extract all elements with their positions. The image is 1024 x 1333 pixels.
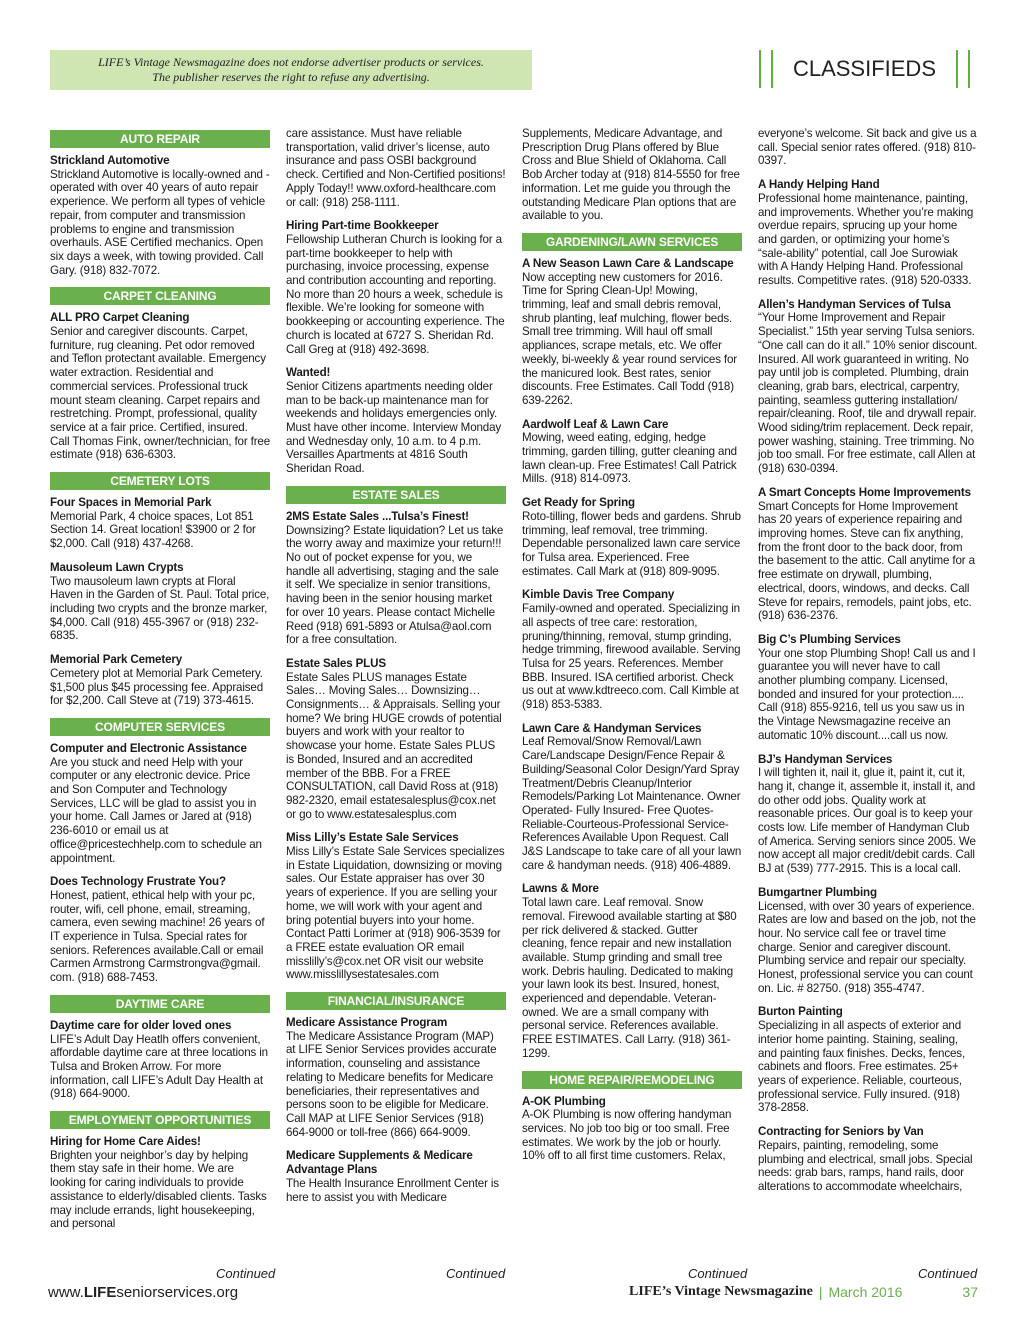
ad-title: A-OK Plumbing [522, 1094, 606, 1108]
category-header: FINANCIAL/INSURANCE [286, 992, 506, 1010]
column-3 [522, 127, 742, 1173]
footer-website[interactable] [48, 1284, 238, 1301]
classified-ad [758, 1125, 978, 1194]
ad-title: ALL PRO Carpet Cleaning [50, 311, 190, 325]
website-suffix: seniorservices.org [116, 1284, 239, 1301]
ad-title: Does Technology Frustrate You? [50, 875, 226, 889]
ad-title: Lawns & More [522, 882, 599, 896]
ad-title: Lawn Care & Handyman Services [522, 721, 702, 735]
ad-title: 2MS Estate Sales ...Tulsa’s Finest! [286, 509, 469, 523]
ad-title: Miss Lilly’s Estate Sale Services [286, 831, 459, 845]
ad-body: Leaf Removal/Snow Removal/Lawn Care/Landscape Design/Fence Repair & Building/Seasonal Color Design/Yard Spray Treatment/Debris Cleanup/Interior Remodels/Parking Lot Maintenance. Owner Operated- Fully Insured- Free Quotes-Reliable-Courteous-Professional Service-References Available Upon Request. Call J&S Landscape to take care of all your lawn care & handyman needs. (918) 406-4889. [522, 735, 742, 872]
ad-title: Wanted! [286, 366, 331, 380]
category-header: EMPLOYMENT OPPORTUNITIES [50, 1111, 270, 1129]
ad-body: everyone’s welcome. Sit back and give us a call. Special senior rates offered. (918) 810-0397. [758, 127, 977, 168]
ad-body: Your one stop Plumbing Shop! Call us and I guarantee you will never have to call another plumbing company. Licensed, bonded and insured for your protection.... Call (918) 855-9216, tell us you saw us in the Vintage Newsmagazine receive an automatic 10% discount....call us now. [758, 646, 976, 742]
classified-ad [758, 886, 978, 996]
category-header: DAYTIME CARE [50, 995, 270, 1013]
ad-body: Senior Citizens apartments needing older man to be back-up maintenance man for weekends and holidays emergencies only. Must have other income. Interview Monday and Wednesday only, 10 a.m. to 4 p.m. Versailles Apartments at 4816 South Sheridan Road. [286, 379, 502, 476]
ad-body: Strickland Automotive is locally-owned and - operated with over 40 years of auto repair experience. We perform all types of vehicle repair, from computer and transmission problems to engine and transmission overhauls. ASE Certified mechanics. Open six days a week, with towing provided. Call Gary. (918) 832-7072. [50, 167, 270, 277]
ad-body: Repairs, painting, remodeling, some plumbing and electrical, small jobs. Special needs: grab bars, ramps, hand rails, door alterations to accommodate wheelchairs, [758, 1138, 973, 1193]
ad-body: Licensed, with over 30 years of experience. Rates are low and based on the job, not the hour. No service call fee or travel time charge. Senior and caregiver discount. Plumbing service and repair our specialty. Honest, professional service you can count on. Lic. # 82750. (918) 355-4747. [758, 899, 976, 995]
website-bold: LIFE [83, 1284, 117, 1301]
category-header: CARPET CLEANING [50, 287, 270, 305]
ad-title: Computer and Electronic Assistance [50, 741, 247, 755]
ad-body: Supplements, Medicare Advantage, and Prescription Drug Plans offered by Blue Cross and Blue Shield of Oklahoma. Call Bob Archer today at (918) 814-5550 for free information. Let me guide you through the outstanding Medicare Plan options that are available to you. [522, 127, 740, 223]
continued-label-3: Continued [688, 1266, 748, 1281]
ad-body: The Medicare Assistance Program (MAP) at LIFE Senior Services provides accurate information, counseling and assistance relating to Medicare benefits for Medicare beneficiaries, their representatives and persons soon to be eligible for Medicare. Call MAP at LIFE Senior Services (918) 664-9000 or toll-free (866) 664-9009. [286, 1029, 497, 1139]
ad-title: Bumgartner Plumbing [758, 885, 877, 899]
ad-body: A-OK Plumbing is now offering handyman services. No job too big or too small. Free estimates. We work by the job or hourly. 10% off to all first time customers. Relax, [522, 1108, 732, 1163]
classified-ad [50, 875, 270, 985]
ad-title: Burton Painting [758, 1005, 843, 1019]
disclaimer-line-1: LIFE’s Vintage Newsmagazine does not endorse advertiser products or services. [98, 55, 484, 69]
ad-body: Mowing, weed eating, edging, hedge trimming, garden tilling, gutter cleaning and lawn clean-up. Free Estimates! Call Patrick Mills. (918) 814-0973. [522, 431, 737, 486]
classified-ad [50, 1135, 270, 1231]
classified-ad [522, 257, 742, 408]
ad-title: Big C’s Plumbing Services [758, 632, 901, 646]
classified-ad [286, 1149, 506, 1204]
ad-title: Contracting for Seniors by Van [758, 1125, 924, 1139]
ad-title: Get Ready for Spring [522, 496, 635, 510]
classified-ad [758, 486, 978, 623]
ad-title: Kimble Davis Tree Company [522, 588, 675, 602]
classified-ad [50, 154, 270, 277]
ad-body: Total lawn care. Leaf removal. Snow removal. Firewood available starting at $80 per rick delivered & stacked. Gutter cleaning, fence repair and new installation available. Stump grinding and small tree work. Debris hauling. Dedicated to making your lawn look its best. Insured, honest, experienced and dependable. Veteran-owned. We are a small company with personal service. References available. FREE ESTIMATES. Call Larry. (918) 361-1299. [522, 896, 737, 1060]
section-title: CLASSIFIEDS [792, 56, 936, 81]
continued-label-1: Continued [216, 1266, 276, 1281]
ad-title: Strickland Automotive [50, 154, 170, 167]
ad-body: Honest, patient, ethical help with your pc, router, wifi, cell phone, email, streaming, camera, even sewing machine! 26 years of IT experience in Tulsa. Special rates for seniors. References available.Call or email Carmen Armstrong Carmstrongva@gmail. com. (918) 688-7453. [50, 888, 265, 985]
classified-ad [286, 510, 506, 647]
ad-title: Four Spaces in Memorial Park [50, 496, 212, 510]
classified-ad [50, 561, 270, 643]
ad-title: A New Season Lawn Care & Landscape [522, 256, 734, 270]
category-header: AUTO REPAIR [50, 130, 270, 148]
website-prefix: www. [48, 1284, 84, 1301]
ad-body: Downsizing? Estate liquidation? Let us take the worry away and maximize your return!!! No out of pocket expense for you, we handle all advertising, staging and the sale it self. We specialize in senior transitions, having been in the senior housing market for over 10 years. Please contact Michelle Reed (918) 691-5893 or Atulsa@aol.com for a free consultation. [286, 523, 504, 647]
classified-ad [758, 127, 978, 168]
category-header: CEMETERY LOTS [50, 472, 270, 490]
category-header: COMPUTER SERVICES [50, 718, 270, 736]
ad-body: The Health Insurance Enrollment Center is here to assist you with Medicare [286, 1176, 499, 1204]
ad-body: Specializing in all aspects of exterior and interior home painting. Staining, sealing, and painting faux finishes. Decks, fences, cabinets and floors. Free estimates. 25+ years of experience. Reliable, courteous, professional service. Fully insured. (918) 378-2858. [758, 1019, 966, 1115]
classified-ad [50, 742, 270, 865]
classified-ad [286, 219, 506, 356]
ad-body: Family-owned and operated. Specializing in all aspects of tree care: restoration, pruning/thinning, removal, stump grinding, hedge trimming, firewood available. Serving Tulsa for 25 years. References. Member BBB. Insured. ISA certified arborist. Check us out at www.kdtreeco.com. Call Kimble at (918) 853-5383. [522, 602, 741, 712]
ad-title: A Handy Helping Hand [758, 178, 880, 192]
classified-ad [758, 178, 978, 288]
right-bars-ornament [954, 50, 972, 88]
classified-ad [758, 753, 978, 876]
ad-body: Memorial Park, 4 choice spaces, Lot 851 Section 14. Great location! $3900 or 2 for $2,000. Call (918) 437-4268. [50, 509, 256, 551]
ad-body: Fellowship Lutheran Church is looking for a part-time bookkeeper to help with purchasing, invoice processing, expense and contribution accounting and reporting. No more than 20 hours a week, schedule is flexible. We’re looking for someone with bookkeeping or accounting experience. The church is located at 6727 S. Sheridan Rd. Call Greg at (918) 492-3698. [286, 232, 505, 356]
ad-title: Aardwolf Leaf & Lawn Care [522, 417, 669, 431]
classified-ad [286, 831, 506, 982]
ad-body: Cemetery plot at Memorial Park Cemetery. $1,500 plus $45 processing fee. Appraised for $2,200. Call Steve at (719) 373-4615. [50, 666, 263, 708]
disclaimer-box [50, 50, 532, 90]
section-header [749, 48, 980, 90]
classified-ad [522, 496, 742, 578]
ad-body: Two mausoleum lawn crypts at Floral Haven in the Garden of St. Paul. Total price, including two crypts and the bronze marker, $4,000. Call (918) 455-3967 or (918) 232-6835. [50, 574, 270, 643]
classified-ad [286, 657, 506, 821]
classified-ad [522, 722, 742, 873]
classified-ad [522, 588, 742, 711]
ad-title: A Smart Concepts Home Improvements [758, 485, 971, 499]
ad-body: Senior and caregiver discounts. Carpet, furniture, rug cleaning. Pet odor removed and Teflon protectant available. Emergency water extraction. Residential and commercial services. Professional truck mount steam cleaning. Carpet repairs and restretching. Prompt, professional, quality service at a fair price. Certified, insured. Call Thomas Fink, owner/technician, for free estimate (918) 636-6303. [50, 325, 271, 462]
ad-title: Estate Sales PLUS [286, 656, 386, 670]
classified-ad [522, 127, 742, 223]
ad-body: I will tighten it, nail it, glue it, paint it, cut it, hang it, change it, assemble it, install it, and do other odd jobs. Quality work at reasonable prices. Our goal is to keep your costs low. Life member of Handyman Club of America. Serving seniors since 2005. We now accept all major credit/debit cards. Call BJ at (539) 777-2915. This is a local call. [758, 766, 976, 876]
page-number: 37 [962, 1284, 978, 1300]
classified-ad [50, 496, 270, 551]
footer-meta [629, 1284, 978, 1300]
classified-ad [758, 298, 978, 476]
ad-title: Memorial Park Cemetery [50, 653, 183, 667]
ad-body: Are you stuck and need Help with your computer or any electronic device. Price and Son Computer and Technology Services, LLC will be glad to assist you in your home. Call James or Jared at (918) 236-6010 or email us at office@pricestechhelp.com to schedule an appointment. [50, 755, 262, 865]
ad-title: Medicare Assistance Program [286, 1016, 448, 1030]
classified-ad [758, 633, 978, 743]
continued-label-4: Continued [918, 1266, 978, 1281]
ad-body: “Your Home Improvement and Repair Specialist.” 15th year serving Tulsa seniors. “One call can do it all.” 10% senior discount. Insured. All work guaranteed in writing. No pay until job is completed. Plumbing, drain cleaning, grab bars, electrical, carpentry, painting, seamless guttering installation/ repair/cleaning. Roof, tile and drywall repair. Wood siding/trim replacement. Deck repair, power washing, staining. Tree trimming. No job too small. For free estimate, call Allen at (918) 630-0394. [758, 311, 978, 476]
ad-title: Hiring Part-time Bookkeeper [286, 219, 439, 233]
category-header: GARDENING/LAWN SERVICES [522, 233, 742, 251]
classified-ad [522, 418, 742, 487]
classified-ad [286, 366, 506, 476]
classified-ad [522, 1095, 742, 1164]
footer-date: March 2016 [828, 1284, 903, 1300]
ad-body: Miss Lilly’s Estate Sale Services specializes in Estate Liquidation, downsizing or moving sales. Our Estate appraiser has over 30 years of experience. If you are selling your home, we will work with your agent and bring potential buyers into your home. Contact Patti Lorimer at (918) 906-3539 for a FREE estate evaluation OR email misslilly’s@cox.net OR visit our website www.misslillysestatesales.com [286, 845, 505, 982]
ad-title: Mausoleum Lawn Crypts [50, 560, 184, 574]
footer-separator: | [818, 1284, 823, 1300]
ad-title: BJ’s Handyman Services [758, 752, 893, 766]
left-bars-ornament [757, 50, 775, 88]
ad-body: Estate Sales PLUS manages Estate Sales… Moving Sales… Downsizing… Consignments… & Appraisals. Selling your home? We bring HUGE crowds of potential buyers and work with your realtor to showcase your home. Estate Sales PLUS is Bonded, Insured and an accredited member of the BBB. For a FREE CONSULTATION, call David Ross at (918) 982-2320, email estatesalesplus@cox.net or go to www.estatesalesplus.com [286, 670, 502, 821]
column-1 [50, 127, 270, 1241]
classified-ad [522, 882, 742, 1060]
classified-ad [758, 1005, 978, 1115]
category-header: ESTATE SALES [286, 486, 506, 504]
classified-ad [50, 1019, 270, 1101]
ad-body: Roto-tilling, flower beds and gardens. Shrub trimming, leaf removal, tree trimming. Dependable personalized lawn care service for Tulsa area. Experienced. Free estimates. Call Mark at (918) 809-9095. [522, 509, 741, 578]
classified-ad [50, 311, 270, 462]
ad-title: Medicare Supplements & Medicare Advantage Plans [286, 1149, 473, 1177]
continued-label-2: Continued [446, 1266, 506, 1281]
ad-body: Brighten your neighbor’s day by helping them stay safe in their home. We are looking for caring individuals to provide assistance to elderly/disabled clients. Tasks may include errands, light housekeeping, and personal [50, 1148, 267, 1231]
ad-body: Now accepting new customers for 2016. Time for Spring Clean-Up! Mowing, trimming, leaf and small debris removal, shrub planting, leaf mulching, flower beds. Small tree trimming. Will haul off small appliances, scrape metals, etc. We offer weekly, bi-weekly & year round services for the manicured look. Best rates, senior discounts. Free Estimates. Call Todd (918) 639-2262. [522, 270, 737, 407]
classified-ad [50, 653, 270, 708]
classified-ad [286, 1016, 506, 1139]
column-2 [286, 127, 506, 1214]
ad-title: Allen’s Handyman Services of Tulsa [758, 297, 951, 311]
ad-title: Hiring for Home Care Aides! [50, 1135, 201, 1149]
ad-title: Daytime care for older loved ones [50, 1018, 232, 1032]
footer-magazine: LIFE’s Vintage Newsmagazine [629, 1284, 813, 1299]
column-4 [758, 127, 978, 1204]
ad-body: LIFE’s Adult Day Heatlh offers convenient, affordable daytime care at three locations in Tulsa and Broken Arrow. For more information, call LIFE’s Adult Day Health at (918) 664-9000. [50, 1032, 268, 1101]
category-header: HOME REPAIR/REMODELING [522, 1071, 742, 1089]
classified-ad [286, 127, 506, 209]
ad-body: care assistance. Must have reliable transportation, valid driver’s license, auto insurance and pass OSBI background check. Certified and Non-Certified positions! Apply Today!! www.oxford-healthcare.com or call: (918) 258-1111. [286, 127, 506, 209]
ad-body: Professional home maintenance, painting, and improvements. Whether you’re making overdue repairs, sprucing up your home and garden, or optimizing your home’s “sale-ability” potential, call Joe Surowiak with A Handy Helping Hand. Professional results. Competitive rates. (918) 520-0333. [758, 191, 974, 288]
ad-body: Smart Concepts for Home Improvement has 20 years of experience repairing and improving homes. Steve can fix anything, from the front door to the back door, from the basement to the attic. Call anytime for a free estimate on drywall, plumbing, electrical, doors, windows, and decks. Call Steve for repairs, remodels, paint jobs, etc. (918) 636-2376. [758, 499, 975, 623]
disclaimer-line-2: The publisher reserves the right to refuse any advertising. [152, 70, 430, 84]
